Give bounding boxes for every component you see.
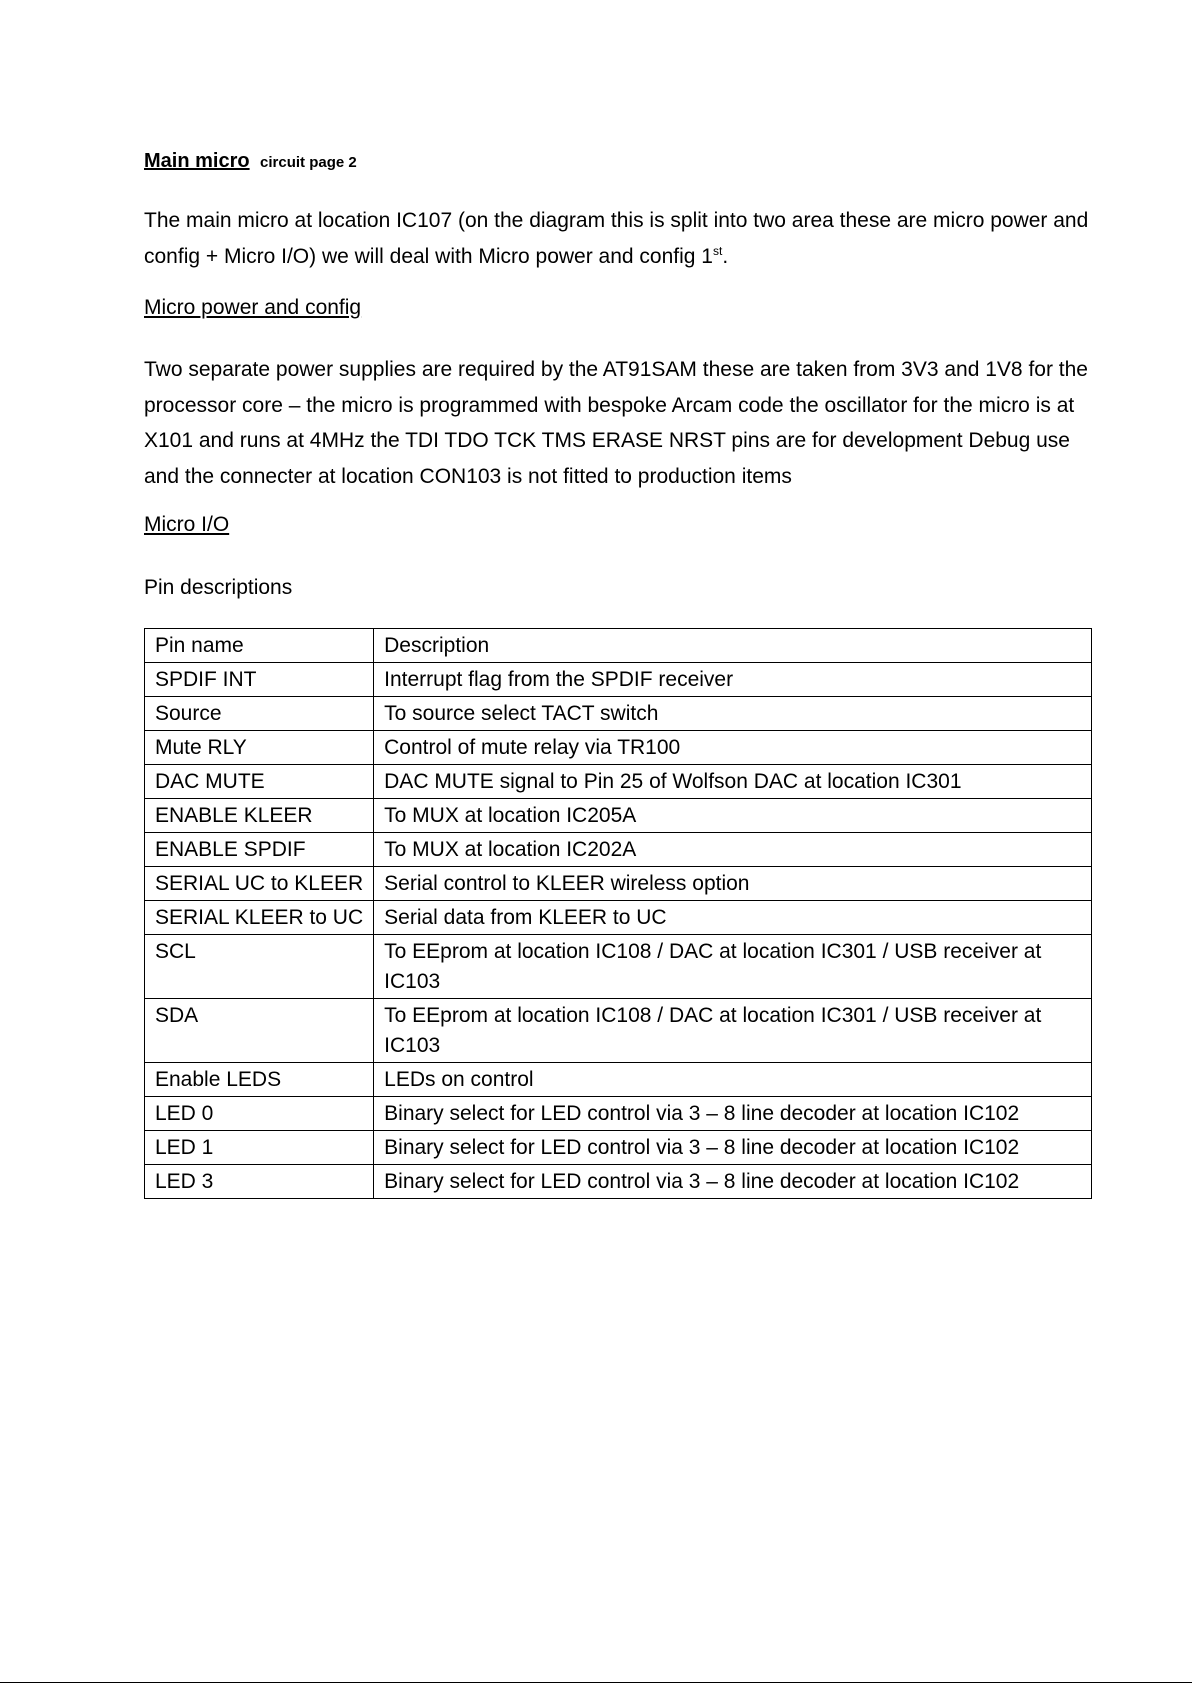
table-row: [145, 935, 1092, 999]
section-heading-io: Micro I/O: [144, 513, 230, 536]
pin-name-cell: SERIAL KLEER to UC: [145, 901, 374, 935]
pin-name-cell: Enable LEDS: [145, 1063, 374, 1097]
pin-name-cell: ENABLE KLEER: [145, 799, 374, 833]
pin-description-cell: Control of mute relay via TR100: [374, 731, 1092, 765]
title-sub: circuit page 2: [260, 154, 357, 171]
pin-description-cell: Binary select for LED control via 3 – 8 line decoder at location IC102: [374, 1131, 1092, 1165]
pin-name-cell: SERIAL UC to KLEER: [145, 867, 374, 901]
table-row: [145, 731, 1092, 765]
pin-description-cell: DAC MUTE signal to Pin 25 of Wolfson DAC at location IC301: [374, 765, 1092, 799]
footer-rule: [0, 1682, 1192, 1683]
table-row: [145, 697, 1092, 731]
pin-description-cell: To MUX at location IC202A: [374, 833, 1092, 867]
table-row: [145, 1097, 1092, 1131]
table-row: [145, 1063, 1092, 1097]
power-paragraph: Two separate power supplies are required by the AT91SAM these are taken from 3V3 and 1V8 for the processor core – the micro is programmed with bespoke Arcam code the oscillator for the micro is at X101 and runs at 4MHz the TDI TDO TCK TMS ERASE NRST pins are for development Debug use and the connecter at location CON103 is not fitted to production items: [144, 358, 1088, 488]
title-main: Main micro: [144, 150, 250, 172]
intro-superscript: st: [712, 243, 723, 258]
pin-description-cell: Serial data from KLEER to UC: [374, 901, 1092, 935]
pin-name-cell: SDA: [145, 999, 374, 1063]
pin-descriptions-label: Pin descriptions: [144, 576, 293, 599]
intro-paragraph: [144, 203, 1094, 274]
pin-table: [144, 628, 1092, 1199]
pin-name-cell: SPDIF INT: [145, 663, 374, 697]
pin-description-cell: Binary select for LED control via 3 – 8 line decoder at location IC102: [374, 1097, 1092, 1131]
pin-description-cell: To EEprom at location IC108 / DAC at location IC301 / USB receiver at IC103: [374, 935, 1092, 999]
pin-name-cell: Source: [145, 697, 374, 731]
pin-description-cell: LEDs on control: [374, 1063, 1092, 1097]
table-row: [145, 663, 1092, 697]
header-description: Description: [374, 629, 1092, 663]
pin-name-cell: LED 3: [145, 1165, 374, 1199]
table-row: [145, 833, 1092, 867]
table-row: [145, 1131, 1092, 1165]
pin-name-cell: LED 0: [145, 1097, 374, 1131]
table-header-row: [145, 629, 1092, 663]
intro-text: The main micro at location IC107 (on the diagram this is split into two area these are micro power and config + Micro I/O) we will deal with Micro power and config 1: [144, 209, 1089, 268]
pin-description-cell: To source select TACT switch: [374, 697, 1092, 731]
pin-name-cell: LED 1: [145, 1131, 374, 1165]
table-row: [145, 867, 1092, 901]
table-row: [145, 1165, 1092, 1199]
pin-description-cell: Interrupt flag from the SPDIF receiver: [374, 663, 1092, 697]
pin-description-cell: Binary select for LED control via 3 – 8 line decoder at location IC102: [374, 1165, 1092, 1199]
pin-description-cell: Serial control to KLEER wireless option: [374, 867, 1092, 901]
pin-name-cell: SCL: [145, 935, 374, 999]
pin-name-cell: ENABLE SPDIF: [145, 833, 374, 867]
table-row: [145, 799, 1092, 833]
table-row: [145, 765, 1092, 799]
pin-description-cell: To MUX at location IC205A: [374, 799, 1092, 833]
section-heading-power: Micro power and config: [144, 296, 362, 319]
pin-description-cell: To EEprom at location IC108 / DAC at location IC301 / USB receiver at IC103: [374, 999, 1092, 1063]
table-row: [145, 901, 1092, 935]
header-pin-name: Pin name: [145, 629, 374, 663]
pin-name-cell: DAC MUTE: [145, 765, 374, 799]
intro-end: .: [722, 244, 729, 268]
page-title: [144, 150, 357, 173]
pin-name-cell: Mute RLY: [145, 731, 374, 765]
table-row: [145, 999, 1092, 1063]
